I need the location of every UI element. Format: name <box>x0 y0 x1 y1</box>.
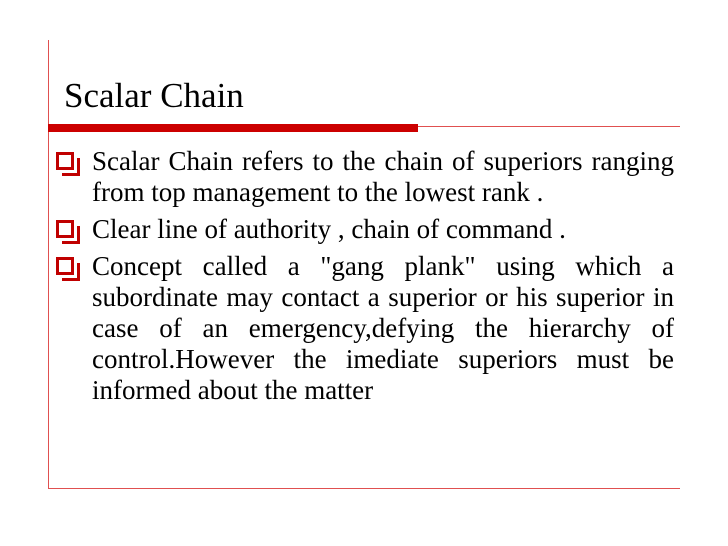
title-underline-thick <box>48 124 418 132</box>
slide-title: Scalar Chain <box>64 76 244 115</box>
bullet-item <box>56 251 674 406</box>
bullet-item <box>56 214 674 245</box>
bullet-item <box>56 146 674 208</box>
square-bullet-icon <box>56 257 74 275</box>
bullet-list <box>56 146 674 412</box>
bullet-text: Scalar Chain refers to the chain of superiors ranging from top management to the lowest rank . <box>92 146 674 207</box>
bottom-rule <box>48 488 680 489</box>
square-bullet-icon <box>56 152 74 170</box>
bullet-text: Concept called a "gang plank" using which a subordinate may contact a superior or his superior in case of an emergency,defying the hierarchy of control.However the imediate superiors must be informed about the matter <box>92 251 674 405</box>
square-bullet-icon <box>56 220 74 238</box>
bullet-text: Clear line of authority , chain of command . <box>92 214 566 244</box>
left-vertical-rule <box>48 40 49 488</box>
